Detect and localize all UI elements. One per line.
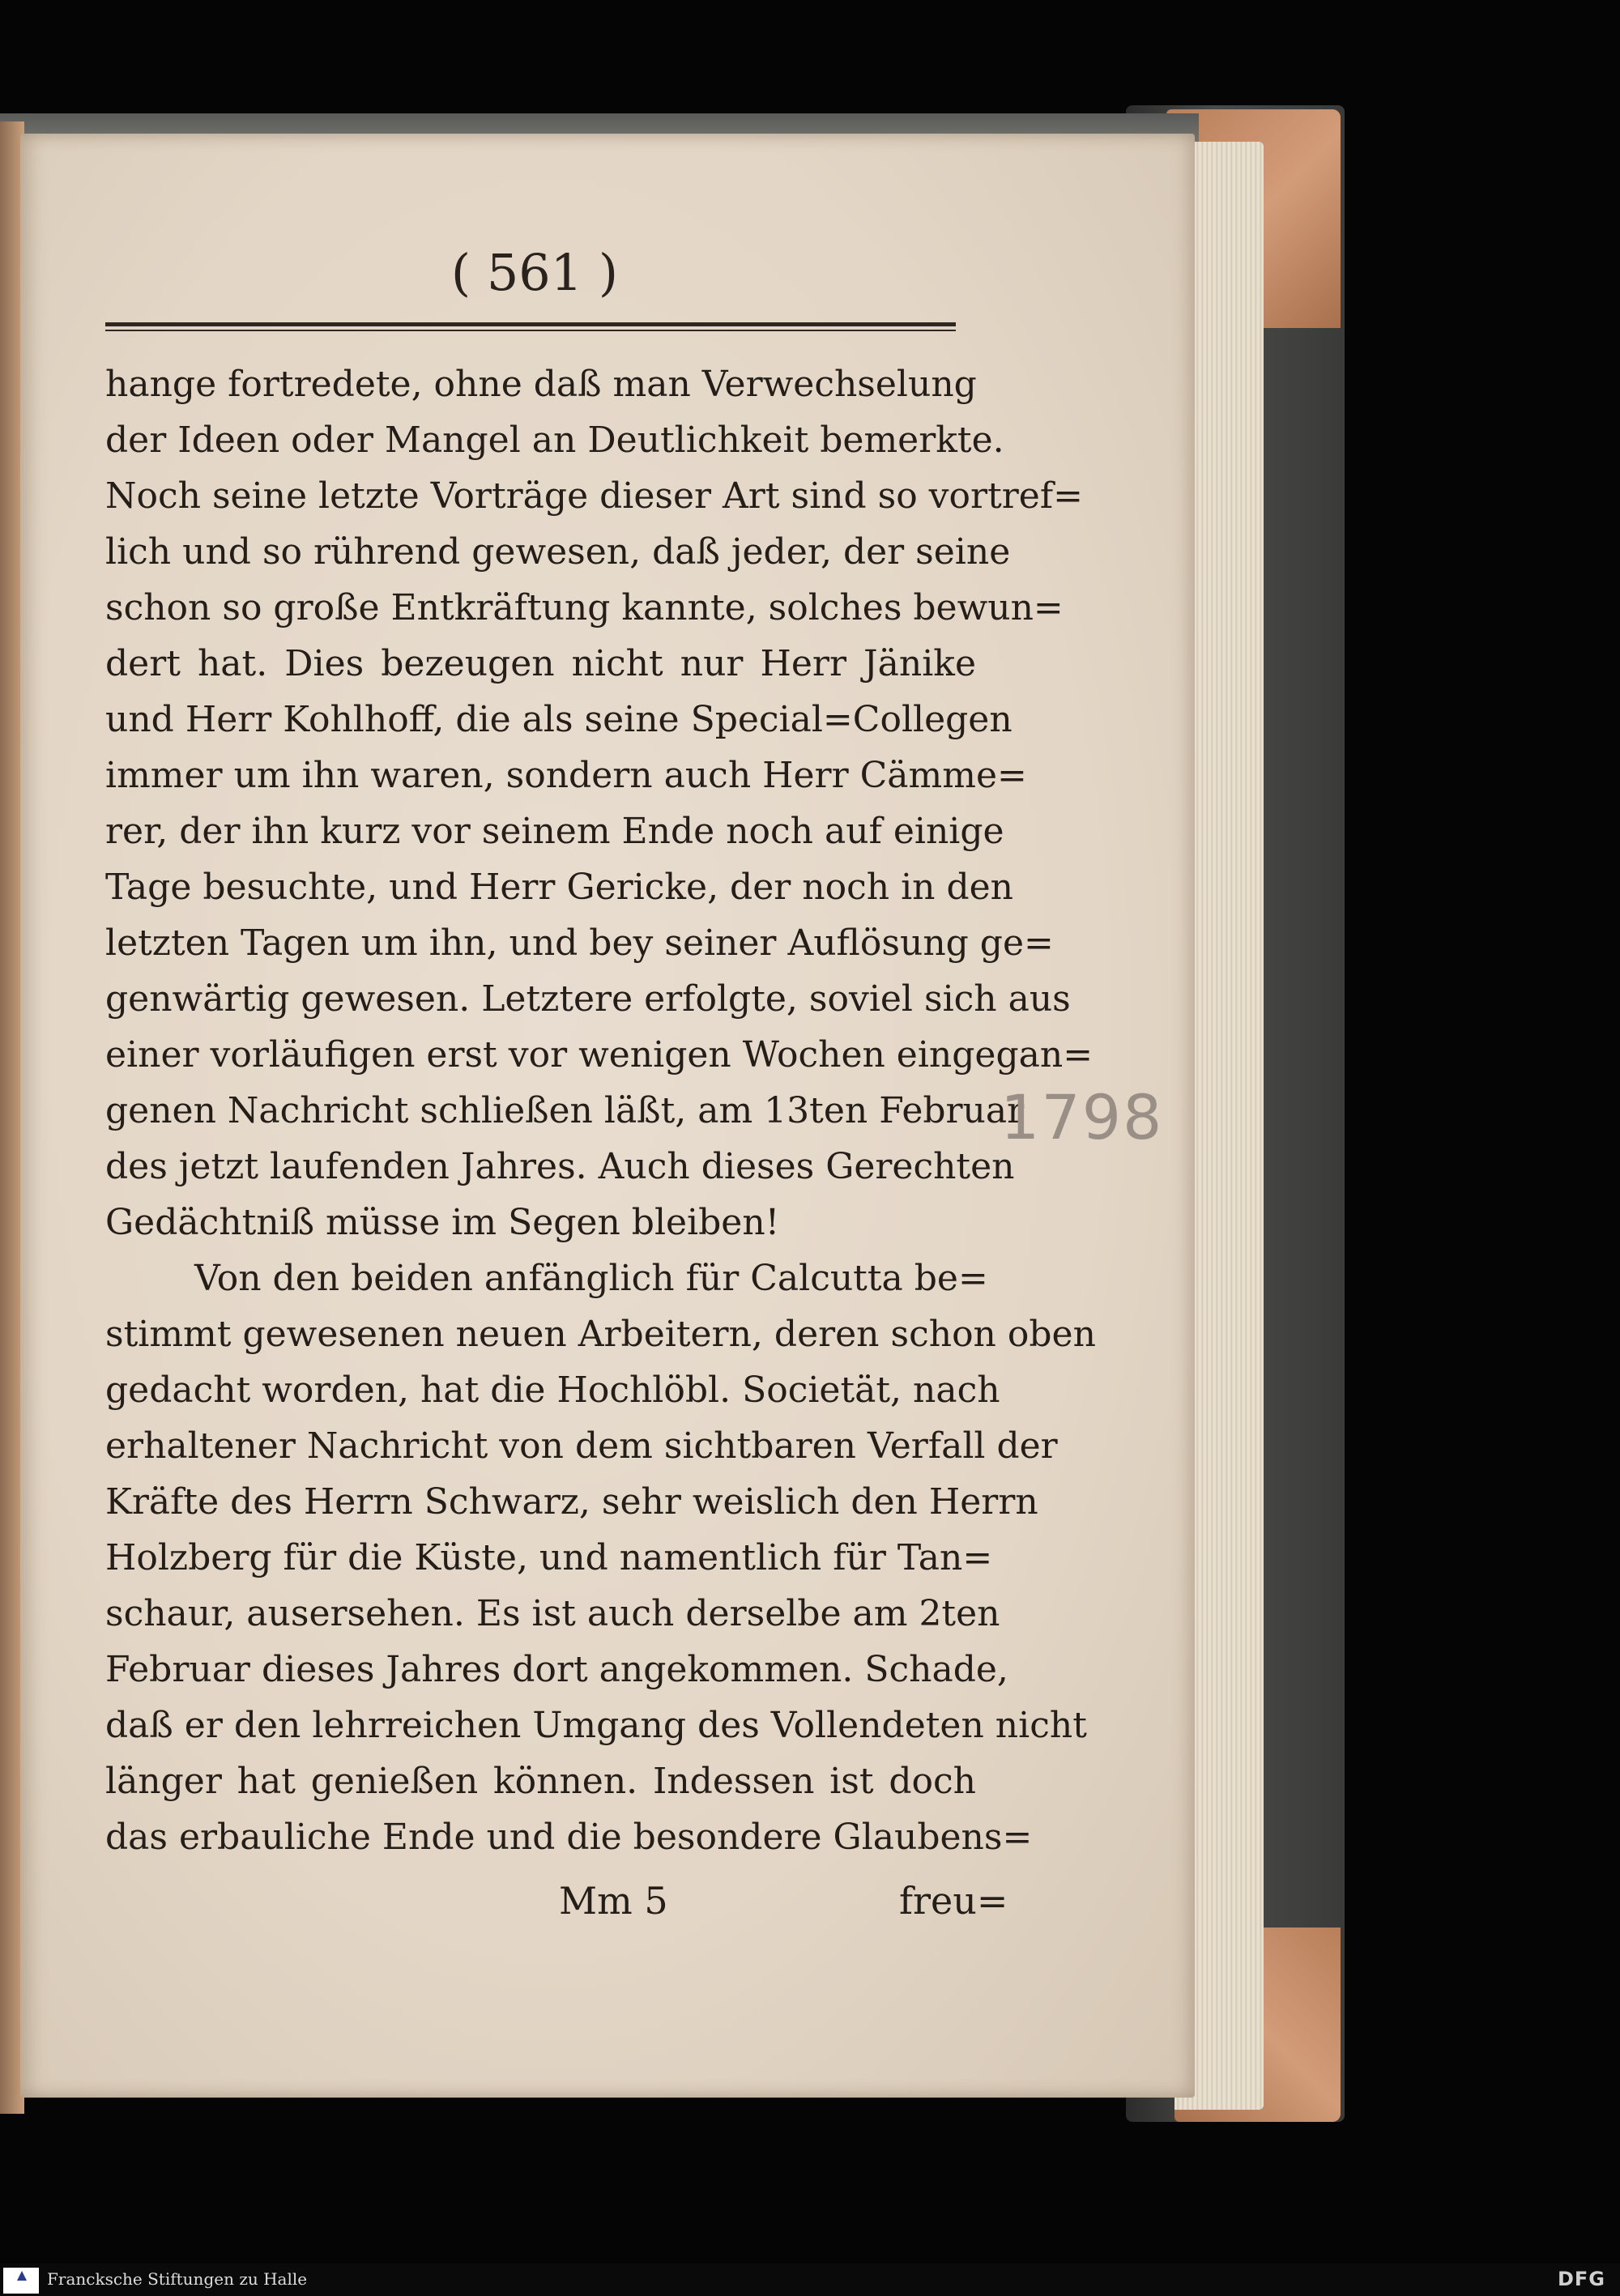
text-line: Gedächtniß müsse im Segen bleiben! — [105, 1202, 780, 1243]
text-line: genwärtig gewesen. Letztere erfolgte, soviel sich aus — [105, 978, 1071, 1020]
signature-mark: Mm 5 — [559, 1879, 668, 1923]
institution-credit: Francksche Stiftungen zu Halle — [47, 2269, 308, 2289]
page-number: ( 561 ) — [450, 243, 619, 302]
text-line: Holzberg für die Küste, und namentlich für Tan= — [105, 1537, 993, 1578]
text-line: daß er den lehrreichen Umgang des Vollendeten nicht — [105, 1705, 1087, 1746]
text-line: und Herr Kohlhoff, die als seine Special=Collegen — [105, 699, 1013, 740]
text-line: gedacht worden, hat die Hochlöbl. Societät, nach — [105, 1370, 1000, 1411]
text-line: genen Nachricht schließen läßt, am 13ten Februar — [105, 1090, 1025, 1131]
text-line: Noch seine letzte Vorträge dieser Art sind so vortref= — [105, 475, 1083, 517]
text-line: Februar dieses Jahres dort angekommen. Schade, — [105, 1649, 1008, 1690]
text-line: einer vorläufigen erst vor wenigen Wochen eingegan= — [105, 1034, 1094, 1076]
text-line: lich und so rührend gewesen, daß jeder, der seine — [105, 531, 1011, 573]
text-line: dert hat. Dies bezeugen nicht nur Herr Jänike — [105, 643, 976, 684]
text-line: länger hat genießen können. Indessen ist doch — [105, 1761, 976, 1802]
text-line: das erbauliche Ende und die besondere Glaubens= — [105, 1817, 1033, 1858]
text-line: erhaltener Nachricht von dem sichtbaren Verfall der — [105, 1425, 1058, 1467]
text-line: stimmt gewesenen neuen Arbeitern, deren schon oben — [105, 1314, 1096, 1355]
header-rule — [105, 322, 956, 331]
handwritten-margin-note: 1798 — [1000, 1081, 1164, 1153]
institution-logo-icon — [3, 2268, 39, 2294]
text-line: letzten Tagen um ihn, und bey seiner Auflösung ge= — [105, 922, 1054, 964]
text-line: des jetzt laufenden Jahres. Auch dieses Gerechten — [105, 1146, 1015, 1187]
text-line: rer, der ihn kurz vor seinem Ende noch auf einige — [105, 811, 1004, 852]
text-line: Tage besuchte, und Herr Gericke, der noch in den — [105, 867, 1014, 908]
text-line: schon so große Entkräftung kannte, solches bewun= — [105, 587, 1064, 628]
text-line: Kräfte des Herrn Schwarz, sehr weislich den Herrn — [105, 1481, 1038, 1523]
text-line: schaur, ausersehen. Es ist auch derselbe am 2ten — [105, 1593, 1000, 1634]
text-line: immer um ihn waren, sondern auch Herr Cämme= — [105, 755, 1027, 796]
dfg-badge: DFG — [1557, 2268, 1605, 2290]
text-line: der Ideen oder Mangel an Deutlichkeit bemerkte. — [105, 420, 1004, 461]
text-line: hange fortredete, ohne daß man Verwechselung — [105, 364, 977, 405]
text-line: Von den beiden anfänglich für Calcutta be= — [194, 1258, 988, 1299]
catchword: freu= — [899, 1879, 1008, 1923]
